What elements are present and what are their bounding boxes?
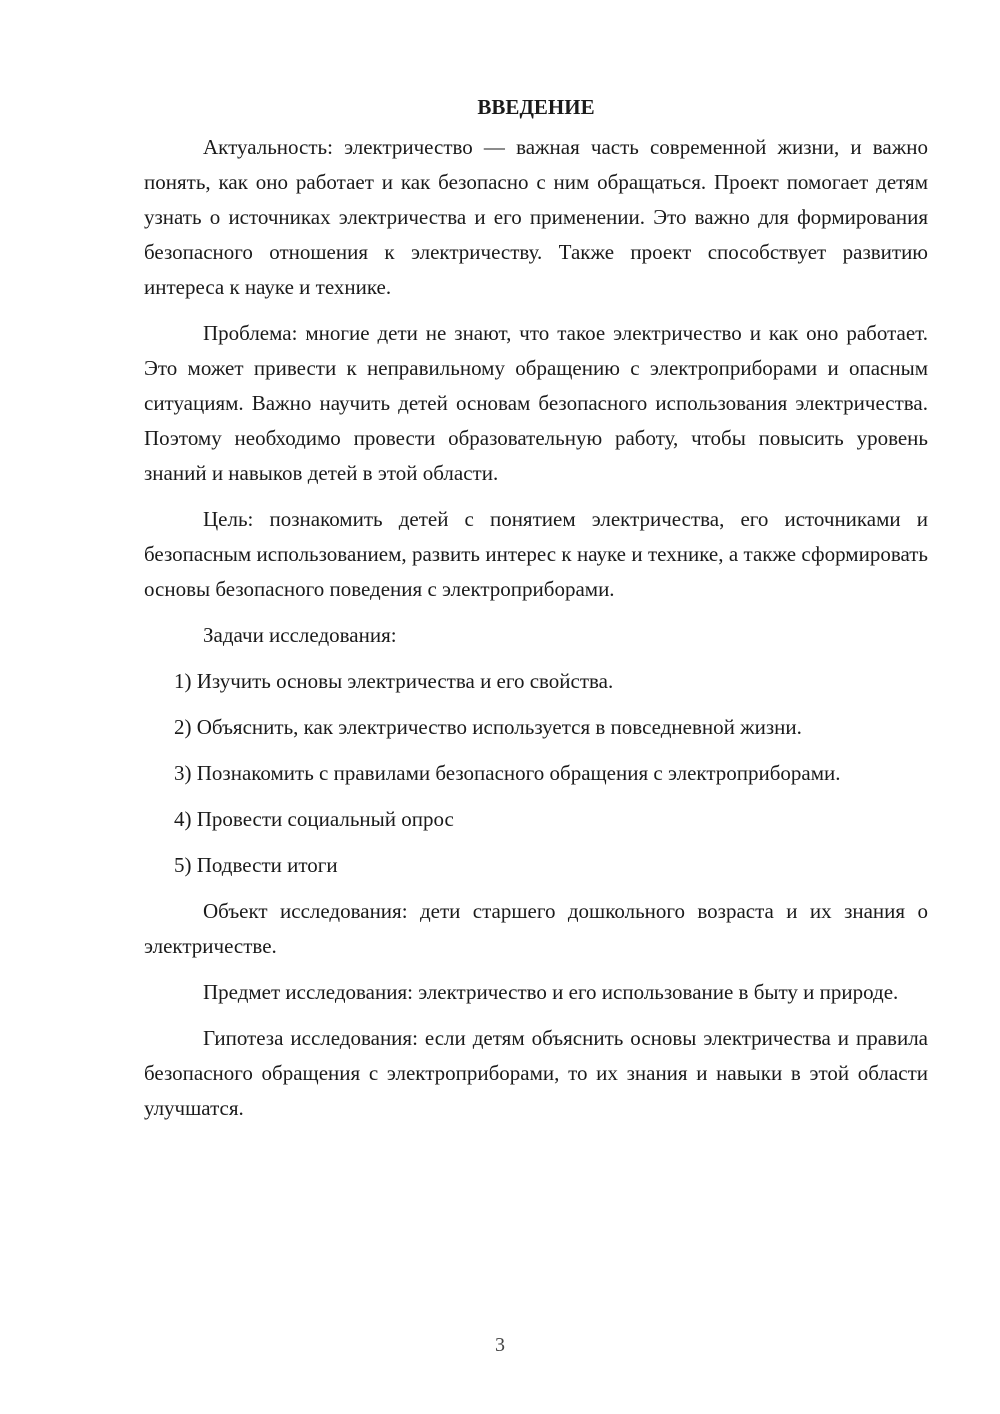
paragraph-object: Объект исследования: дети старшего дошкольного возраста и их знания о электричестве. [144,899,928,958]
paragraph-problem: Проблема: многие дети не знают, что такое электричество и как оно работает. Это может привести к неправильному обращению с электроприборами и опасным ситуациям. Важно научить детей основам безопасного использования электричества. Поэтому необходимо провести образовательную работу, чтобы повысить уровень знаний и навыков детей в этой области. [144,321,928,485]
page-number: 3 [495,1334,505,1356]
paragraph-subject: Предмет исследования: электричество и его использование в быту и природе. [203,980,899,1004]
document-title: ВВЕДЕНИЕ [477,95,595,119]
task-item-5: 5) Подвести итоги [174,853,338,877]
document-page [144,90,928,1137]
paragraph-hypothesis: Гипотеза исследования: если детям объяснить основы электричества и правила безопасного обращения с электроприборами, то их знания и навыки в этой области улучшатся. [144,1026,928,1120]
paragraph-goal: Цель: познакомить детей с понятием электричества, его источниками и безопасным использованием, развить интерес к науке и технике, а также сформировать основы безопасного поведения с электроприборами. [144,507,928,601]
task-item-1: 1) Изучить основы электричества и его свойства. [174,669,614,693]
task-item-2: 2) Объяснить, как электричество используется в повседневной жизни. [174,715,802,739]
task-item-3: 3) Познакомить с правилами безопасного обращения с электроприборами. [174,761,841,785]
paragraph-relevance: Актуальность: электричество — важная часть современной жизни, и важно понять, как оно работает и как безопасно с ним обращаться. Проект помогает детям узнать о источниках электричества и его применении. Это важно для формирования безопасного отношения к электричеству. Также проект способствует развитию интереса к науке и технике. [144,135,928,299]
task-item-4: 4) Провести социальный опрос [174,807,454,831]
tasks-heading: Задачи исследования: [203,623,397,647]
